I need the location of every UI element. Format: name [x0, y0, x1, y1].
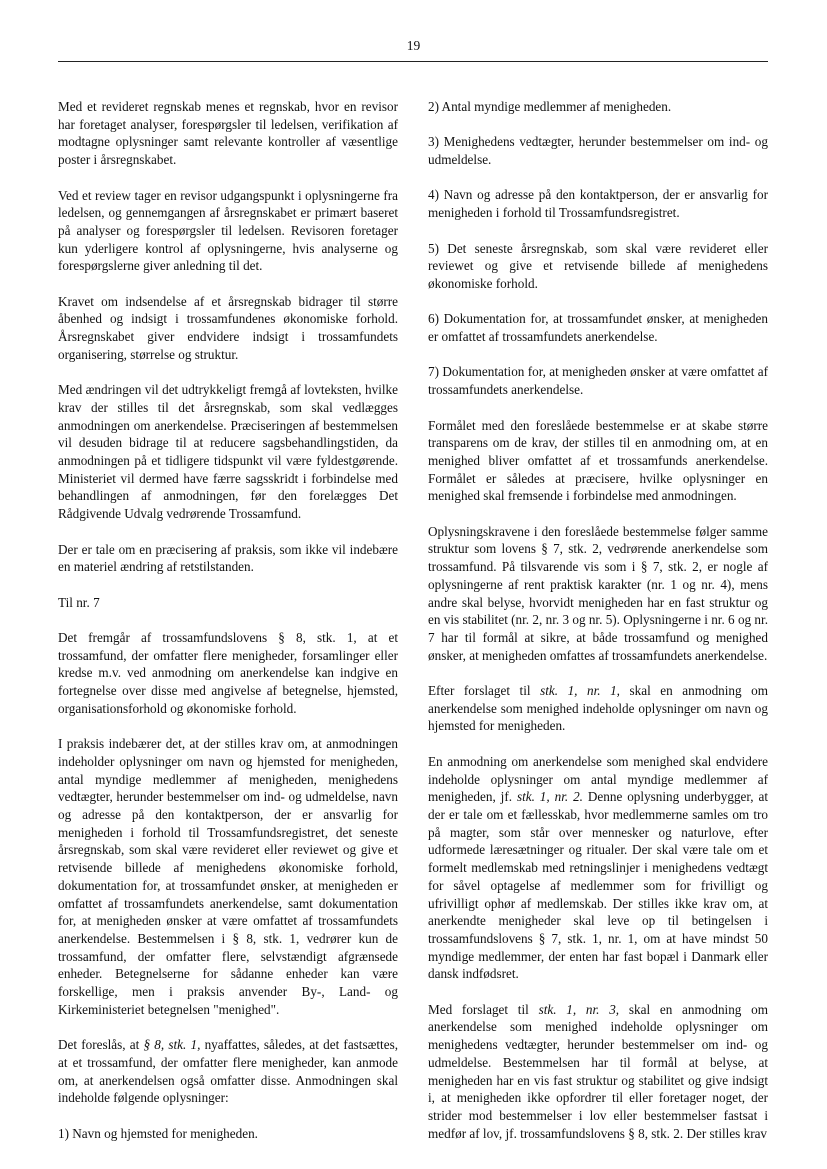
- paragraph: [428, 1001, 768, 1143]
- list-item: 3) Menighedens vedtægter, herunder bestemmelser om ind- og udmeldelse.: [428, 134, 768, 168]
- page-number: 19: [406, 38, 421, 53]
- paragraph: Formålet med den foreslåede bestemmelse er at skabe større transparens om de krav, der stilles til en anmodning om, at en menighed bliver omfattet af et trossamfunds anerkendelse. Formålet er således at præcisere, hvilke oplysninger en menighed skal fremsende i forbindelse med anmodningen.: [428, 417, 768, 504]
- section-heading: Til nr. 7: [58, 594, 100, 610]
- text-run: nyaffattes, således, at det fastsættes, at et trossamfund, der omfatter flere menigheder, kan anmode om, at anerkendelsen også omfatter disse. Anmodningen skal indeholde følgende oplysninger:: [58, 1037, 399, 1106]
- paragraph: Med et revideret regnskab menes et regnskab, hvor en revisor har foretaget analyser, forespørgsler til ledelsen, verifikation af modtagne oplysninger samt relevante kontroller af væsentlige poster i årsregnskabet.: [58, 99, 398, 168]
- paragraph: [428, 753, 768, 983]
- legal-reference: stk. 1, nr. 1,: [540, 683, 620, 699]
- paragraph: Ved et review tager en revisor udgangspunkt i oplysningerne fra ledelsen, og gennemgangen af årsregnskabet er primært baseret på analyser og forespørgsler til ledelsen. Revisoren foretager kun yderligere kontrol af oplysningerne, hvis analyserne og forespørgslerne giver anledning til det.: [58, 187, 398, 274]
- text-run: Med forslaget til: [428, 1001, 539, 1017]
- paragraph: Oplysningskravene i den foreslåede bestemmelse følger samme struktur som lovens § 7, stk. 2, vedrørende anerkendelse som trossamfund. På tilsvarende vis som i § 7, stk. 2, er nogle af oplysningerne af rent praktisk karakter (nr. 1 og nr. 4), mens andre skal belyse, hvorvidt menigheden har en fast struktur og en vis stabilitet (nr. 2, nr. 3 og nr. 5). Oplysningerne i nr. 6 og nr. 7 har til formål at sikre, at både trossamfund og menighed ønsker, at menigheden omfattes af trossamfundets anerkendelse.: [428, 523, 768, 663]
- paragraph: Kravet om indsendelse af et årsregnskab bidrager til større åbenhed og indsigt i trossamfundenes økonomiske forhold. Årsregnskabet giver endvidere indsigt i trossamfundets organisering, størrelse og struktur.: [58, 293, 398, 362]
- text-run: skal en anmodning om anerkendelse som menighed indeholde oplysninger om navn og hjemsted for menigheden.: [428, 683, 768, 734]
- list-item: 7) Dokumentation for, at menigheden ønsker at være omfattet af trossamfundets anerkendelse.: [428, 364, 768, 398]
- paragraph: Der er tale om en præcisering af praksis, som ikke vil indebære en materiel ændring af retstilstanden.: [58, 541, 398, 575]
- left-column: [58, 98, 398, 1160]
- text-run: En anmodning om anerkendelse som menighed skal endvidere indeholde oplysninger om antal myndige medlemmer af menigheden, jf.: [428, 753, 768, 805]
- paragraph: I praksis indebærer det, at der stilles krav om, at anmodningen indeholder oplysninger om navn og hjemsted for menigheden, antal myndige medlemmer af menigheden, menighedens vedtægter, herunder bestemmelser om ind- og udmeldelse, navn og adresse på den kontaktperson, der er ansvarlig for menigheden i forhold til Trossamfundsregistret, det seneste årsregnskab, som skal være revideret eller reviewet og give et retvisende billede af menighedens økonomiske forhold, dokumentation for, at trossamfundet ønsker, at menigheden er omfattet af trossamfundets anerkendelse, samt dokumentation for, at menigheden ønsker at være omfattet af trossamfundets anerkendelse. Bestemmelsen i § 8, stk. 1, vedrører kun de trossamfund, der omfatter flere, selvstændigt afgrænsede enheder. Betegnelserne for sådanne enheder kan være forskellige, men i praksis anvender By-, Land- og Kirkeministeriet betegnelsen "menighed".: [58, 736, 398, 1017]
- legal-reference: stk. 1, nr. 3,: [538, 1001, 620, 1017]
- list-item: 1) Navn og hjemsted for menigheden.: [58, 1125, 258, 1141]
- legal-reference: stk. 1, nr. 2.: [516, 789, 583, 805]
- header-rule: [58, 61, 768, 62]
- text-run: Efter forslaget til: [428, 683, 541, 699]
- paragraph: [58, 1036, 398, 1107]
- list-item: 5) Det seneste årsregnskab, som skal være revideret eller reviewet og give et retvisende billede af menighedens økonomiske forhold.: [428, 240, 768, 291]
- paragraph: Det fremgår af trossamfundslovens § 8, stk. 1, at et trossamfund, der omfatter flere menigheder, forsamlinger eller kredse m.v. ved anmodning om anerkendelse kan indgive en fortegnelse over disse med angivelse af betegnelse, hjemsted, organisationsforhold og økonomiske forhold.: [58, 630, 398, 716]
- text-run: Det foreslås, at: [58, 1037, 144, 1053]
- paragraph: [428, 682, 768, 735]
- list-item: 2) Antal myndige medlemmer af menigheden.: [428, 99, 672, 114]
- text-run: skal en anmodning om anerkendelse som menighed indeholde oplysninger om menighedens vedtægter, herunder bestemmelser om ind- og udmeldelse. Bestemmelsen har til formål at belyse, at menigheden har en vis fast struktur og stabilitet og give indsigt i, at menigheden ikke opfordrer til eller foretager noget, der strider mod bestemmelser i lov eller bestemmelser fastsat i medfør af lov, jf. trossamfundslovens § 8, stk. 2. Der stilles krav: [428, 1001, 768, 1141]
- paragraph: Med ændringen vil det udtrykkeligt fremgå af lovteksten, hvilke krav der stilles til det årsregnskab, som skal vedlægges anmodningen om anerkendelse. Præciseringen af bestemmelsen vil desuden bidrage til at reducere sagsbehandlingstiden, da anmodningen på et tidligere tidspunkt vil være fyldestgørende. Ministeriet vil dermed have færre sagsskridt i forbindelse med behandlingen af anmodningen, før den forelægges Det Rådgivende Udvalg vedrørende Trossamfund.: [58, 382, 398, 522]
- list-item: 6) Dokumentation for, at trossamfundet ønsker, at menigheden er omfattet af trossamfundets anerkendelse.: [428, 311, 768, 345]
- text-run: Denne oplysning underbygger, at der er tale om et fællesskab, hvor medlemmerne samles om tro på magter, som står over mennesker og naturlove, efter udformede læresætninger og ritualer. Der skal være tale om et formelt medlemskab med retningslinjer i menighedens vedtægt for såvel optagelse af medlemmer som for frivilligt og ufrivilligt ophør af medlemskab. Der stilles ikke krav om, at anerkendte menigheder skal leve op til betingelsen i trossamfundslovens § 7, stk. 1, nr. 1, om at have mindst 50 myndige medlemmer, der enten har fast bopæl i Danmark eller dansk indfødsret.: [428, 789, 768, 982]
- legal-reference: § 8, stk. 1,: [143, 1037, 201, 1053]
- right-column: [428, 98, 768, 1160]
- list-item: 4) Navn og adresse på den kontaktperson, der er ansvarlig for menigheden i forhold til Trossamfundsregistret.: [428, 187, 768, 221]
